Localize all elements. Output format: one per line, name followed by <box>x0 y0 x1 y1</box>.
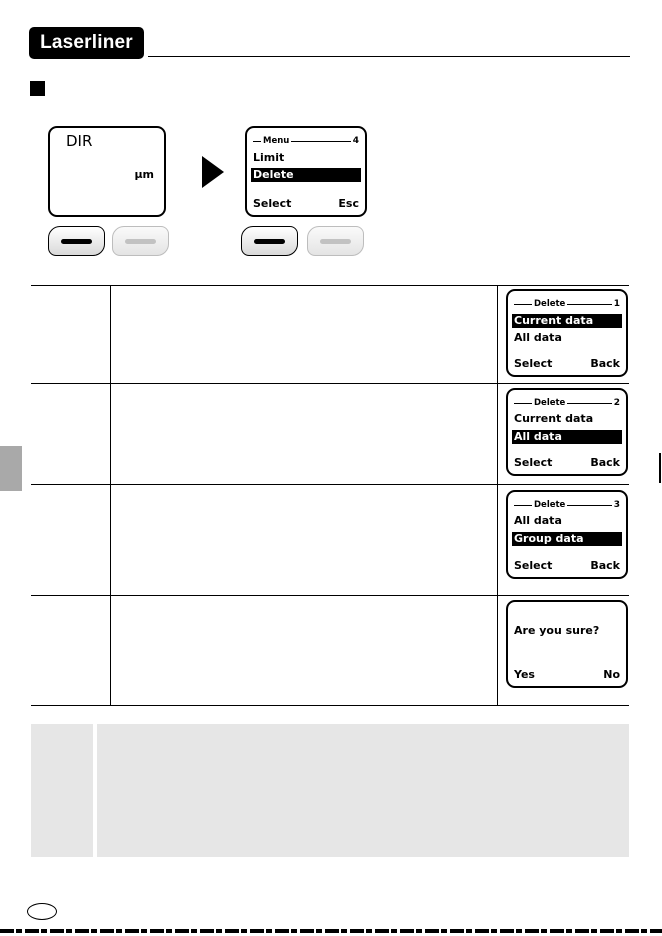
menu-page-number: 4 <box>352 136 359 146</box>
softkey-label-right: Esc <box>338 197 359 210</box>
display-title: Delete <box>534 500 566 510</box>
table-rule-top <box>31 285 629 286</box>
softkey-right-button[interactable] <box>307 226 364 256</box>
list-item-all-data[interactable]: All data <box>514 331 562 344</box>
softkey-label-no: No <box>603 668 620 681</box>
menu-title: Menu <box>263 136 290 146</box>
display-page-number: 1 <box>613 299 620 309</box>
softkey-label-left: Select <box>514 559 553 572</box>
list-item-current-data[interactable]: Current data <box>514 412 594 425</box>
softkey-label-right: Back <box>590 559 620 572</box>
display-page-number: 2 <box>613 398 620 408</box>
note-box-divider <box>93 724 97 857</box>
table-rule <box>31 595 629 596</box>
chapter-side-tab <box>0 446 22 491</box>
softkey-label-right: Back <box>590 357 620 370</box>
note-box <box>31 724 629 857</box>
list-item-all-data[interactable]: All data <box>512 430 622 444</box>
display-measure <box>48 126 166 217</box>
display-title: Delete <box>534 398 566 408</box>
display-mode-label: DIR <box>66 132 93 150</box>
confirm-prompt: Are you sure? <box>514 624 600 637</box>
menu-item-limit[interactable]: Limit <box>253 151 285 164</box>
menu-item-delete[interactable]: Delete <box>251 168 361 182</box>
section-marker-square <box>30 81 45 96</box>
language-badge <box>27 903 57 920</box>
softkey-label-left: Select <box>253 197 292 210</box>
table-rule <box>31 484 629 485</box>
display-step-2 <box>506 388 628 476</box>
table-col-divider <box>497 285 498 706</box>
table-rule-bottom <box>31 705 629 706</box>
table-col-divider <box>110 285 111 706</box>
list-item-current-data[interactable]: Current data <box>512 314 622 328</box>
arrow-right-icon <box>202 156 224 188</box>
softkey-left-button[interactable] <box>48 226 105 256</box>
brand-logo: Laserliner <box>29 27 144 59</box>
table-rule <box>31 383 629 384</box>
softkey-label-yes: Yes <box>514 668 535 681</box>
display-step-1 <box>506 289 628 377</box>
list-item-all-data[interactable]: All data <box>514 514 562 527</box>
softkey-right-button[interactable] <box>112 226 169 256</box>
display-step-4-confirm <box>506 600 628 688</box>
softkey-left-button[interactable] <box>241 226 298 256</box>
print-crop-strip <box>0 929 662 933</box>
display-step-3 <box>506 490 628 579</box>
display-unit-label: µm <box>134 168 154 181</box>
display-menu <box>245 126 367 217</box>
header-rule <box>148 56 630 57</box>
softkey-label-left: Select <box>514 357 553 370</box>
display-title: Delete <box>534 299 566 309</box>
display-page-number: 3 <box>613 500 620 510</box>
softkey-label-left: Select <box>514 456 553 469</box>
softkey-label-right: Back <box>590 456 620 469</box>
page-edge-marker <box>659 453 661 483</box>
list-item-group-data[interactable]: Group data <box>512 532 622 546</box>
